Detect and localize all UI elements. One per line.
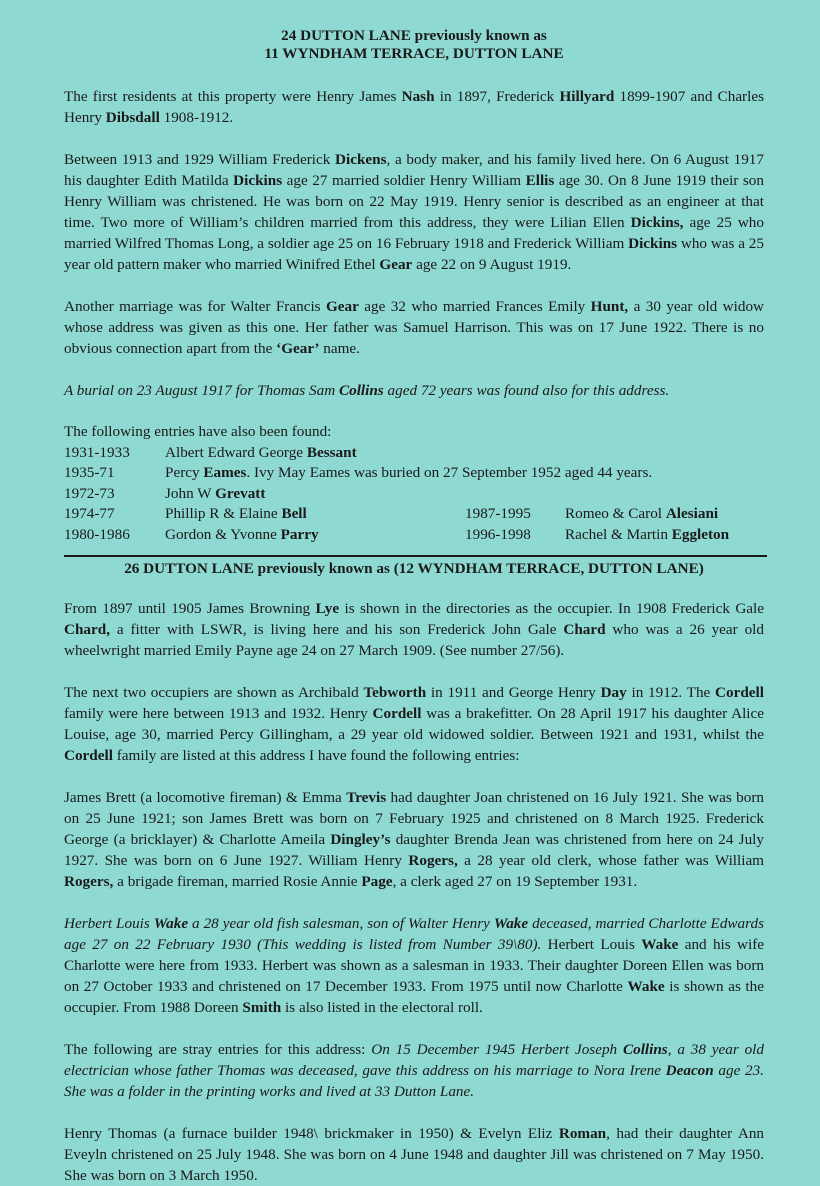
text-run: age 32 who married Frances Emily	[358, 298, 591, 315]
entry-name	[165, 525, 465, 546]
text-run: age 27 married soldier Henry William	[282, 172, 526, 189]
text-run: Collins	[338, 382, 384, 399]
text-run: in 1912. The	[626, 684, 716, 701]
text-run: a brigade fireman, married Rosie Annie	[113, 873, 362, 890]
text-run: , a clerk aged 27 on 19 September 1931.	[392, 873, 638, 890]
section-26-para-5	[64, 1039, 764, 1102]
text-run: Ellis	[525, 172, 555, 189]
text-run: age 30. On 8 June 1919 their son Henry William was christened. He was born on 22 May 1919. Henry senior is described as an engineer at that time. Two more of William’s children married from this address, they were Lilian Ellen	[64, 172, 764, 231]
text-run: Dickins	[233, 172, 283, 189]
text-run: a 28 year old fish salesman, son of Walter Henry	[188, 915, 494, 932]
text-run: The following are stray entries for this address:	[64, 1041, 372, 1058]
section-26-title: 26 DUTTON LANE previously known as (12 WYNDHAM TERRACE, DUTTON LANE)	[124, 560, 704, 577]
text-run: Dickins,	[630, 214, 684, 231]
text-run: is shown in the directories as the occupier. In 1908 Frederick Gale	[339, 600, 765, 617]
text-run: a 30 year old widow whose address was given as this one. Her father was Samuel Harrison. This was on 17 June 1922. There is no obvious connection apart from the	[64, 298, 765, 357]
text-run: Collins	[622, 1041, 668, 1058]
text-run: Cordell	[372, 705, 422, 722]
entry-name	[565, 504, 718, 525]
text-run: , a 38 year old electrician whose father Thomas was deceased, gave this address on his marriage to Nora Irene	[64, 1041, 764, 1079]
text-run: age 23. She was a folder in the printing works and lived at 33 Dutton Lane.	[64, 1062, 764, 1100]
text-run: Hunt,	[590, 298, 629, 315]
text-run: Trevis	[346, 789, 387, 806]
text-run: is shown as the occupier. From 1988 Doreen	[64, 978, 764, 1016]
text-run: age 25 who married Wilfred Thomas Long, a soldier age 25 on 16 February 1918 and Frederick William	[64, 214, 764, 252]
entry-name-text: Percy	[165, 464, 204, 481]
entry-name-text: Albert Edward George	[165, 443, 307, 461]
entry-row	[64, 443, 764, 464]
entry-row	[64, 504, 764, 525]
text-run: age 22 on 9 August 1919.	[412, 256, 572, 273]
text-run: deceased, married Charlotte Edwards age 27 on 22 February 1930 (This wedding is listed from Number 39\80).	[64, 915, 764, 953]
text-run: had daughter Joan christened on 16 July 1921. She was born on 25 June 1921; son James Brett was born on 7 February 1925 and christened on 8 March 1925. Frederick George (a bricklayer) & Charlotte Ameila	[64, 789, 764, 848]
entry-row	[64, 525, 764, 546]
section-24-para-1	[64, 86, 764, 128]
entry-surname: Parry	[280, 525, 319, 543]
text-run: Tebworth	[363, 684, 427, 701]
text-run: Deacon	[665, 1062, 714, 1079]
text-run: Page	[361, 873, 393, 890]
text-run: Herbert Louis	[541, 936, 642, 953]
text-run: , a body maker, and his family lived here. On 6 August 1917 his daughter Edith Matilda	[64, 151, 764, 189]
text-run: was a brakefitter. On 28 April 1917 his daughter Alice Louise, age 30, married Percy Gillingham, a 29 year old widowed soldier. Between 1921 and 1931, whilst the	[64, 705, 765, 743]
text-run: Chard,	[64, 621, 110, 638]
entry-years: 1987-1995	[465, 505, 531, 522]
text-run: Chard	[563, 621, 606, 638]
entry-name-text: Gordon & Yvonne	[165, 525, 281, 543]
text-run: Wake	[627, 978, 665, 995]
text-run: is also listed in the electoral roll.	[281, 999, 483, 1016]
text-run: who was a 25 year old pattern maker who married Winifred Ethel	[64, 235, 764, 273]
text-run: aged 72 years was found also for this address.	[383, 382, 670, 399]
entry-years: 1974-77	[64, 505, 115, 522]
text-run: family were here between 1913 and 1932. Henry	[64, 705, 373, 722]
text-run: Dickens	[335, 151, 387, 168]
section-26-para-1	[64, 598, 764, 661]
text-run: and his wife Charlotte were here from 1933. Herbert was shown as a salesman in 1933. Their daughter Doreen Ellen was born on 27 October 1933 and christened on 17 December 1933. From 1975 until now Charlotte	[64, 936, 764, 995]
entry-name	[165, 484, 265, 505]
entry-name-text: Romeo & Carol	[565, 505, 666, 522]
text-run: Lye	[315, 600, 340, 617]
entry-name	[165, 443, 357, 464]
text-run: Dingley’s	[330, 831, 391, 848]
text-run: ‘Gear’	[276, 340, 320, 357]
text-run: in 1911 and George Henry	[426, 684, 601, 701]
text-run: Wake	[493, 915, 529, 932]
text-run: Roman	[558, 1125, 607, 1142]
text-run: 1908-1912.	[159, 109, 234, 126]
entry-surname: Grevatt	[215, 484, 266, 502]
section-24-para-4	[64, 380, 764, 401]
text-run: a fitter with LSWR, is living here and his son Frederick John Gale	[110, 621, 564, 638]
text-run: Nash	[401, 88, 435, 105]
entry-surname: Alesiani	[665, 505, 719, 522]
text-run: Wake	[153, 915, 189, 932]
text-run: Dibsdall	[105, 109, 160, 126]
entry-years: 1980-1986	[64, 525, 130, 543]
text-run: James Brett (a locomotive fireman) & Emma	[64, 789, 347, 806]
entry-name-text: Rachel & Martin	[565, 525, 672, 543]
entry-row	[64, 484, 764, 505]
entry-name	[165, 463, 652, 484]
text-run: The first residents at this property were Henry James	[64, 88, 402, 105]
text-run: Smith	[242, 999, 282, 1016]
entry-years: 1935-71	[64, 464, 115, 481]
text-run: in 1897, Frederick	[434, 88, 560, 105]
text-run: Cordell	[64, 747, 113, 764]
text-run: Wake	[641, 936, 679, 953]
entry-years: 1931-1933	[64, 443, 130, 461]
text-run: Rogers,	[64, 873, 114, 890]
text-run: Day	[600, 684, 627, 701]
text-run: a 28 year old clerk, whose father was William	[457, 852, 764, 869]
text-run: Rogers,	[408, 852, 458, 869]
entry-row	[64, 463, 764, 484]
text-run: Gear	[325, 298, 359, 315]
entry-surname: Eames	[203, 464, 247, 481]
text-run: family are listed at this address I have found the following entries:	[112, 747, 520, 764]
text-run: Dickins	[628, 235, 678, 252]
entries-intro: The following entries have also been found:	[64, 423, 332, 440]
entry-name-text: Phillip R & Elaine	[165, 505, 282, 522]
section-26-para-4	[64, 913, 764, 1018]
entry-years: 1972-73	[64, 484, 115, 502]
text-run: Between 1913 and 1929 William Frederick	[64, 151, 336, 168]
text-run: A burial on 23 August 1917 for Thomas Sam	[64, 382, 339, 399]
entry-surname: Eggleton	[671, 525, 730, 543]
section-26-para-3	[64, 787, 764, 892]
text-run: Another marriage was for Walter Francis	[64, 298, 326, 315]
entry-name	[165, 504, 465, 525]
entry-name	[565, 525, 729, 546]
section-24-para-3	[64, 296, 764, 359]
section-24-entries	[64, 422, 764, 545]
entry-years: 1996-1998	[465, 525, 531, 543]
text-run: , had their daughter Ann Eveyln christened on 25 July 1948. She was born on 4 June 1948 and daughter Jill was christened on 7 May 1950. She was born on 3 March 1950.	[64, 1125, 765, 1184]
section-26-para-2	[64, 682, 764, 766]
entry-name-text: John W	[165, 484, 216, 502]
text-run: Henry Thomas (a furnace builder 1948\ brickmaker in 1950) & Evelyn Eliz	[64, 1125, 559, 1142]
section-26-para-6	[64, 1123, 764, 1186]
text-run: Gear	[379, 256, 413, 273]
entry-surname: Bell	[281, 505, 307, 522]
text-run: Cordell	[715, 684, 764, 701]
text-run: From 1897 until 1905 James Browning	[64, 600, 316, 617]
section-24-para-2	[64, 149, 764, 275]
entry-note: . Ivy May Eames was buried on 27 September 1952 aged 44 years.	[246, 464, 653, 481]
text-run: name.	[319, 340, 360, 357]
text-run: On 15 December 1945 Herbert Joseph	[371, 1041, 623, 1058]
text-run: 1899-1907 and Charles Henry	[64, 88, 764, 126]
text-run: Herbert Louis	[64, 915, 154, 932]
text-run: The next two occupiers are shown as Archibald	[64, 684, 364, 701]
text-run: who was a 26 year old wheelwright married Emily Payne age 24 on 27 March 1909. (See number 27/56).	[64, 621, 764, 659]
text-run: daughter Brenda Jean was christened from here on 24 July 1927. She was born on 6 June 1927. William Henry	[64, 831, 764, 869]
entry-surname: Bessant	[306, 443, 357, 461]
section-24-title-line2: 11 WYNDHAM TERRACE, DUTTON LANE	[264, 45, 564, 62]
section-24-title-line1: 24 DUTTON LANE previously known as	[281, 27, 547, 44]
text-run: Hillyard	[559, 88, 615, 105]
